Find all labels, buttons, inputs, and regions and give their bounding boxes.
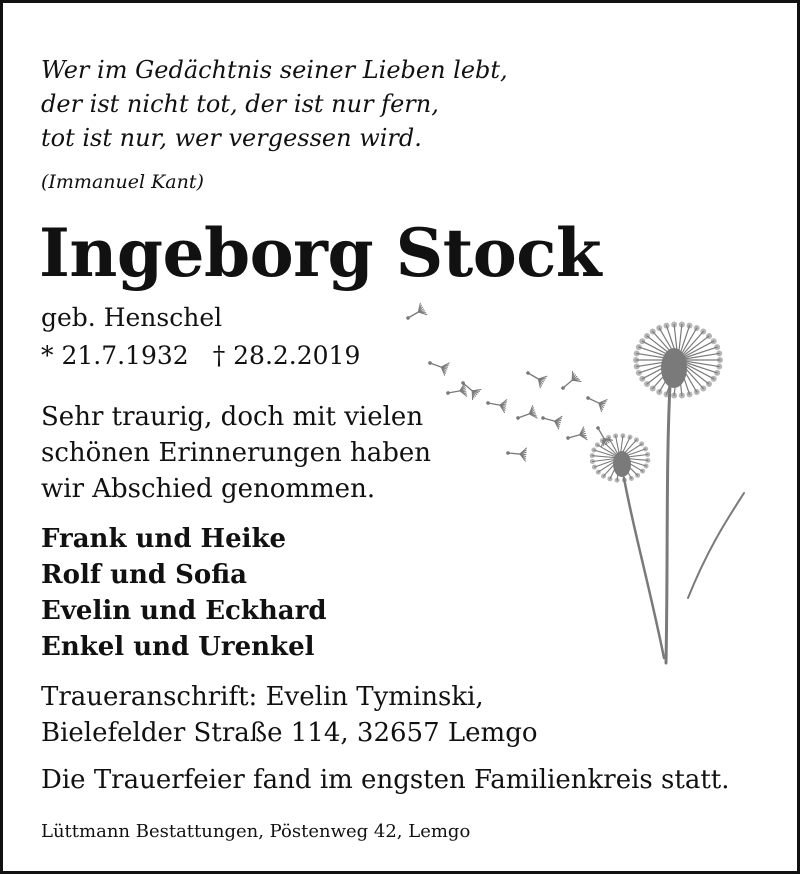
dandelion-icon — [388, 298, 748, 673]
life-dates — [41, 341, 360, 370]
memorial-quote — [41, 53, 508, 155]
family-member: Enkel und Urenkel — [41, 632, 315, 662]
family-list — [41, 521, 327, 665]
mourning-address — [41, 679, 538, 751]
quote-author: (Immanuel Kant) — [41, 171, 204, 193]
deceased-name: Ingeborg Stock — [39, 214, 602, 292]
address-line: Traueranschrift: Evelin Tyminski, — [41, 682, 484, 712]
family-member: Evelin und Eckhard — [41, 596, 327, 626]
message-line: schönen Erinnerungen haben — [41, 438, 432, 468]
quote-line: Wer im Gedächtnis seiner Lieben lebt, — [41, 56, 508, 84]
death-date: † 28.2.2019 — [212, 341, 361, 370]
birth-name: geb. Henschel — [41, 303, 223, 332]
quote-line: der ist nicht tot, der ist nur fern, — [41, 90, 439, 118]
address-line: Bielefelder Straße 114, 32657 Lemgo — [41, 718, 538, 748]
message-line: wir Abschied genommen. — [41, 474, 376, 504]
quote-line: tot ist nur, wer vergessen wird. — [41, 124, 422, 152]
birth-date: * 21.7.1932 — [41, 341, 189, 370]
ceremony-note: Die Trauerfeier fand im engsten Familienkreis statt. — [41, 765, 730, 795]
family-member: Rolf und Sofia — [41, 560, 247, 590]
message-line: Sehr traurig, doch mit vielen — [41, 402, 424, 432]
condolence-message — [41, 399, 431, 507]
family-member: Frank und Heike — [41, 524, 287, 554]
undertaker-info: Lüttmann Bestattungen, Pöstenweg 42, Lemgo — [41, 821, 471, 842]
